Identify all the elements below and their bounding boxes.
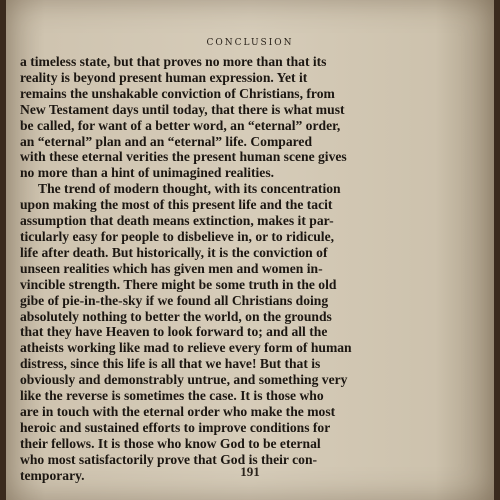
text-line: life after death. But historically, it is the conviction of — [20, 244, 328, 260]
text-line: temporary. — [20, 467, 85, 483]
text-line: ticularly easy for people to disbelieve in, or to ridicule, — [20, 228, 335, 244]
text-line: unseen realities which has given men and women in- — [20, 260, 323, 276]
text-line: remains the unshakable conviction of Christians, from — [20, 85, 335, 101]
text-line: obviously and demonstrably untrue, and something very — [20, 372, 348, 388]
text-line: like the reverse is sometimes the case. It is those who — [20, 388, 324, 404]
text-line: atheists working like mad to relieve every form of human — [20, 340, 352, 356]
text-line: are in touch with the eternal order who make the most — [20, 403, 336, 419]
paragraph-1 — [20, 54, 472, 181]
text-line: their fellows. It is those who know God to be eternal — [20, 435, 321, 451]
text-line: an “eternal” plan and an “eternal” life. Compared — [20, 133, 313, 149]
text-line: be called, for want of a better word, an “eternal” order, — [20, 117, 341, 133]
text-line: upon making the most of this present life and the tacit — [20, 197, 333, 213]
text-line: who most satisfactorily prove that God is their con- — [20, 451, 318, 467]
text-line: gibe of pie-in-the-sky if we found all Christians doing — [20, 292, 329, 308]
text-line: heroic and sustained efforts to improve conditions for — [20, 419, 331, 435]
text-line: absolutely nothing to better the world, on the grounds — [20, 308, 332, 324]
text-line: assumption that death means extinction, makes it par- — [20, 213, 334, 229]
background-edge-right — [494, 0, 500, 500]
page-number: 191 — [240, 464, 260, 479]
paragraph-2 — [20, 181, 472, 483]
text-line: distress, since this life is all that we have! But that is — [20, 356, 321, 372]
text-line: reality is beyond present human expression. Yet it — [20, 69, 308, 85]
running-header: CONCLUSION — [206, 38, 294, 48]
book-page — [6, 0, 494, 500]
text-line: no more than a hint of unimagined realities. — [20, 165, 275, 181]
text-line: The trend of modern thought, with its concentration — [38, 181, 341, 197]
text-line: New Testament days until today, that there is what must — [20, 101, 345, 117]
text-line: that they have Heaven to look forward to; and all the — [20, 324, 328, 340]
text-line: vincible strength. There might be some truth in the old — [20, 276, 337, 292]
text-line: with these eternal verities the present human scene gives — [20, 149, 347, 165]
text-line: a timeless state, but that proves no more than that its — [20, 54, 327, 69]
body-text — [20, 54, 472, 483]
